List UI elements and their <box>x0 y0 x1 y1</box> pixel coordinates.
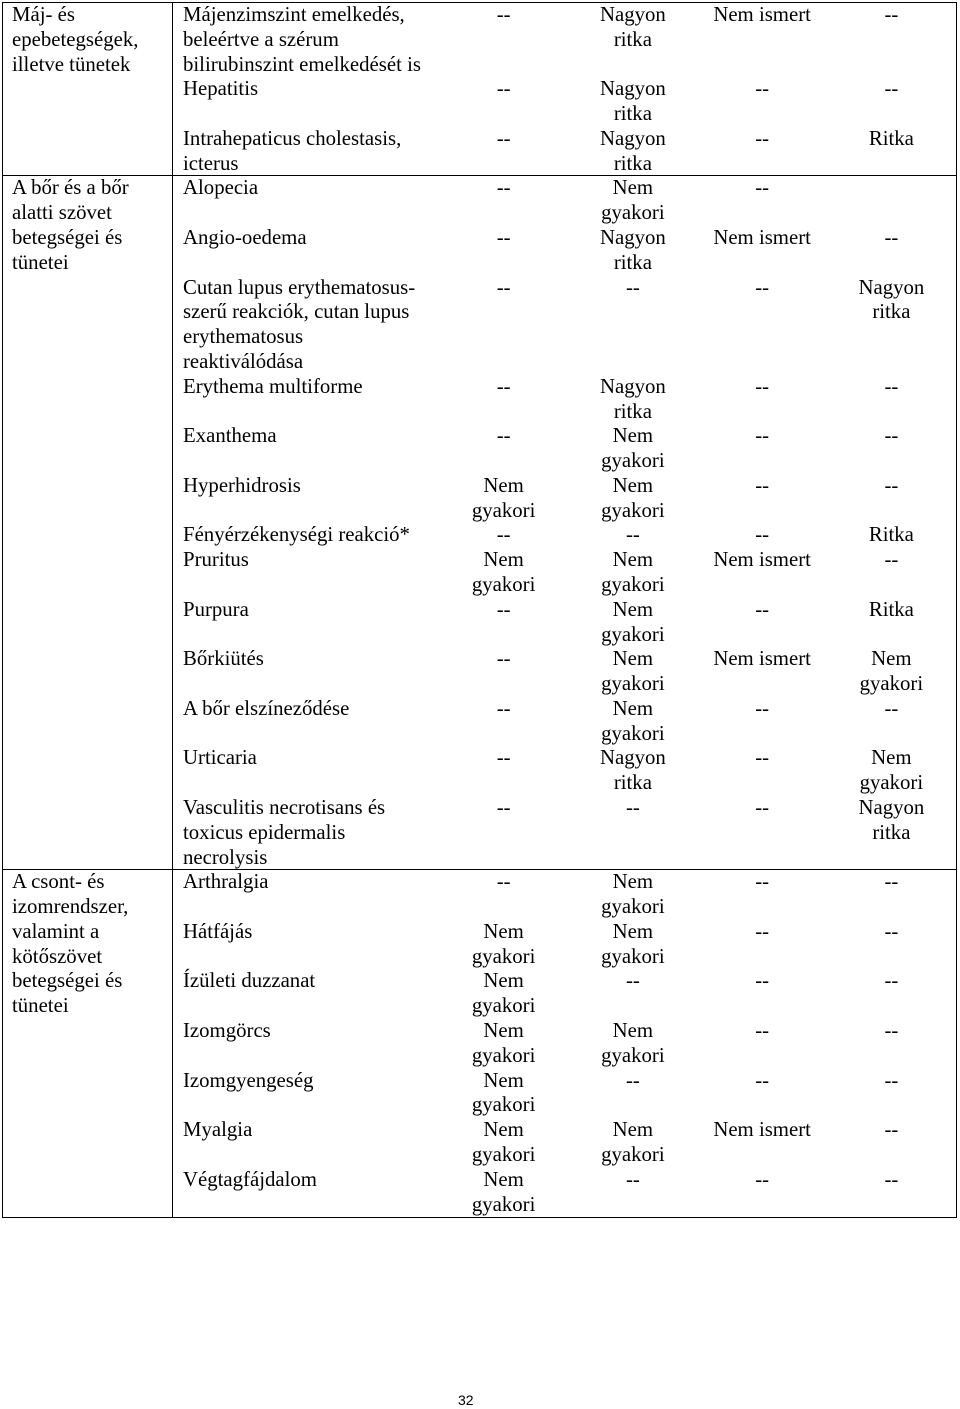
table-row <box>173 127 956 177</box>
frequency-cell: Nagyon ritka <box>599 77 666 126</box>
frequency-cell: Nem ismert <box>713 1118 811 1142</box>
table-row <box>173 647 956 697</box>
table-row <box>173 1069 956 1119</box>
frequency-cell: Nagyon ritka <box>599 746 666 795</box>
adverse-reaction-cell: Ízületi duzzanat <box>183 969 316 993</box>
table-row <box>173 870 956 920</box>
adverse-reaction-cell: Májenzimszint emelkedés, beleértve a szérum bilirubinszint emelkedését is <box>183 3 421 76</box>
frequency-cell: -- <box>884 1019 899 1043</box>
adverse-reaction-cell: Fényérzékenységi reakció* <box>183 523 410 547</box>
system-organ-class-cell: A csont- és izomrendszer, valamint a kötőszövet betegségei és tünetei <box>3 870 173 1217</box>
table-row <box>173 77 956 127</box>
frequency-cell: -- <box>884 424 899 448</box>
frequency-cell: Nem gyakori <box>601 548 665 596</box>
adverse-reaction-cell: Cutan lupus erythematosus-szerű reakciók, cutan lupus erythematosus reaktiválódása <box>183 275 416 373</box>
reaction-rows <box>173 176 956 870</box>
table-row <box>173 226 956 276</box>
frequency-cell: -- <box>755 1167 770 1191</box>
frequency-cell: Nagyon ritka <box>599 374 666 423</box>
adverse-reactions-table <box>2 2 957 1218</box>
frequency-cell: Nem gyakori <box>471 969 536 1018</box>
adverse-reaction-cell: A bőr elszíneződése <box>183 696 350 720</box>
frequency-cell: -- <box>755 77 770 101</box>
frequency-cell: -- <box>625 1068 640 1092</box>
system-organ-class-group <box>3 3 956 176</box>
adverse-reaction-cell: Purpura <box>183 597 249 621</box>
system-organ-class-cell: A bőr és a bőr alatti szövet betegségei és tünetei <box>3 176 173 870</box>
frequency-cell: Nagyon ritka <box>599 3 666 51</box>
frequency-cell: Nem gyakori <box>601 870 665 919</box>
frequency-cell: Nem ismert <box>713 3 811 26</box>
frequency-cell: -- <box>755 969 770 993</box>
table-row <box>173 176 956 226</box>
frequency-cell: Nem ismert <box>713 647 811 671</box>
frequency-cell: -- <box>884 1118 899 1142</box>
table-row <box>173 276 956 375</box>
frequency-cell: Nagyon ritka <box>858 275 925 324</box>
table-row <box>173 697 956 747</box>
frequency-cell: -- <box>884 696 899 720</box>
frequency-cell: Nagyon ritka <box>599 126 666 175</box>
system-organ-class-group <box>3 870 956 1217</box>
adverse-reaction-cell: Myalgia <box>183 1118 253 1142</box>
adverse-reaction-cell: Bőrkiütés <box>183 647 264 671</box>
adverse-reaction-cell: Hepatitis <box>183 77 259 101</box>
frequency-cell: -- <box>496 275 511 299</box>
frequency-cell: -- <box>884 374 899 398</box>
frequency-cell: Nem gyakori <box>601 919 665 968</box>
frequency-cell: -- <box>884 226 899 250</box>
adverse-reaction-cell: Hyperhidrosis <box>183 473 301 497</box>
frequency-cell: -- <box>884 1167 899 1191</box>
frequency-cell: -- <box>625 1167 640 1191</box>
frequency-cell <box>827 176 956 226</box>
adverse-reaction-cell: Pruritus <box>183 548 249 572</box>
frequency-cell: -- <box>755 796 770 819</box>
table-row <box>173 1019 956 1069</box>
frequency-cell: -- <box>496 176 511 200</box>
frequency-cell: Nem gyakori <box>471 473 536 522</box>
frequency-cell: Nem gyakori <box>471 919 536 968</box>
adverse-reaction-cell: Erythema multiforme <box>183 374 363 398</box>
frequency-cell: -- <box>755 870 770 894</box>
reaction-rows <box>173 870 956 1217</box>
frequency-cell: -- <box>884 548 899 572</box>
frequency-cell: -- <box>496 3 511 26</box>
frequency-cell: -- <box>755 275 770 299</box>
table-row <box>173 746 956 796</box>
table-row <box>173 1118 956 1168</box>
adverse-reaction-cell: Arthralgia <box>183 870 269 894</box>
frequency-cell: Nem gyakori <box>471 1118 536 1166</box>
frequency-cell: -- <box>755 176 770 200</box>
frequency-cell: Nem gyakori <box>601 473 665 522</box>
frequency-cell: -- <box>755 919 770 943</box>
frequency-cell: Ritka <box>868 597 914 621</box>
table-row <box>173 523 956 548</box>
table-row <box>173 3 956 77</box>
frequency-cell: Nem ismert <box>713 548 811 572</box>
system-organ-class-cell: Máj- és epebetegségek, illetve tünetek <box>3 3 173 176</box>
frequency-cell: -- <box>755 597 770 621</box>
adverse-reaction-cell: Hátfájás <box>183 919 253 943</box>
frequency-cell: Nem gyakori <box>601 647 665 696</box>
frequency-cell: Nem gyakori <box>601 597 665 646</box>
reaction-rows <box>173 3 956 176</box>
frequency-cell: -- <box>496 77 511 101</box>
frequency-cell: Ritka <box>868 126 914 150</box>
adverse-reaction-cell: Izomgörcs <box>183 1019 271 1043</box>
table-row <box>173 474 956 524</box>
table-row <box>173 548 956 598</box>
frequency-cell: -- <box>884 969 899 993</box>
frequency-cell: Nem gyakori <box>601 1019 665 1067</box>
frequency-cell: Nagyon ritka <box>858 796 925 844</box>
frequency-cell: -- <box>496 424 511 448</box>
system-organ-class-group <box>3 176 956 870</box>
frequency-cell: Ritka <box>868 523 914 547</box>
frequency-cell: -- <box>755 523 770 547</box>
frequency-cell: -- <box>496 126 511 150</box>
frequency-cell: -- <box>755 1068 770 1092</box>
frequency-cell: -- <box>496 374 511 398</box>
table-row <box>173 424 956 474</box>
table-row <box>173 920 956 970</box>
frequency-cell: -- <box>496 696 511 720</box>
frequency-cell: -- <box>755 696 770 720</box>
frequency-cell: -- <box>625 523 640 547</box>
frequency-cell: -- <box>755 374 770 398</box>
frequency-cell: -- <box>496 226 511 250</box>
frequency-cell: -- <box>884 77 899 101</box>
table-row <box>173 969 956 1019</box>
table-row <box>173 1168 956 1218</box>
adverse-reaction-cell: Intrahepaticus cholestasis, icterus <box>183 126 402 175</box>
adverse-reaction-cell: Végtagfájdalom <box>183 1167 317 1191</box>
frequency-cell: -- <box>625 275 640 299</box>
page-number: 32 <box>458 1392 474 1408</box>
frequency-cell: -- <box>884 1068 899 1092</box>
frequency-cell: Nem gyakori <box>471 1019 536 1067</box>
frequency-cell: Nem ismert <box>713 226 811 250</box>
frequency-cell: -- <box>496 796 511 819</box>
frequency-cell: Nem gyakori <box>859 746 924 795</box>
frequency-cell: Nem gyakori <box>471 548 536 596</box>
frequency-cell: Nem gyakori <box>471 1068 536 1117</box>
adverse-reaction-cell: Urticaria <box>183 746 257 770</box>
frequency-cell: -- <box>625 969 640 993</box>
adverse-reaction-cell: Izomgyengeség <box>183 1068 314 1092</box>
frequency-cell: -- <box>625 796 640 819</box>
table-row <box>173 598 956 648</box>
frequency-cell: -- <box>755 473 770 497</box>
frequency-cell: -- <box>755 126 770 150</box>
frequency-cell: -- <box>884 870 899 894</box>
frequency-cell: -- <box>755 746 770 770</box>
adverse-reaction-cell: Angio-oedema <box>183 226 307 250</box>
frequency-cell: -- <box>884 3 899 26</box>
frequency-cell: -- <box>755 424 770 448</box>
frequency-cell: -- <box>496 647 511 671</box>
frequency-cell: -- <box>755 1019 770 1043</box>
frequency-cell: Nem gyakori <box>601 1118 665 1166</box>
frequency-cell: Nem gyakori <box>601 696 665 745</box>
adverse-reaction-cell: Exanthema <box>183 424 277 448</box>
table-row <box>173 375 956 425</box>
frequency-cell: Nagyon ritka <box>599 226 666 274</box>
frequency-cell: -- <box>884 919 899 943</box>
frequency-cell: -- <box>884 473 899 497</box>
frequency-cell: -- <box>496 870 511 894</box>
adverse-reaction-cell: Vasculitis necrotisans és toxicus epidermalis necrolysis <box>183 796 386 869</box>
frequency-cell: Nem gyakori <box>601 424 665 473</box>
frequency-cell: -- <box>496 746 511 770</box>
adverse-reaction-cell: Alopecia <box>183 176 259 200</box>
frequency-cell: -- <box>496 523 511 547</box>
frequency-cell: Nem gyakori <box>471 1167 536 1216</box>
table-row <box>173 796 956 870</box>
frequency-cell: -- <box>496 597 511 621</box>
frequency-cell: Nem gyakori <box>859 647 924 696</box>
frequency-cell: Nem gyakori <box>601 176 665 225</box>
